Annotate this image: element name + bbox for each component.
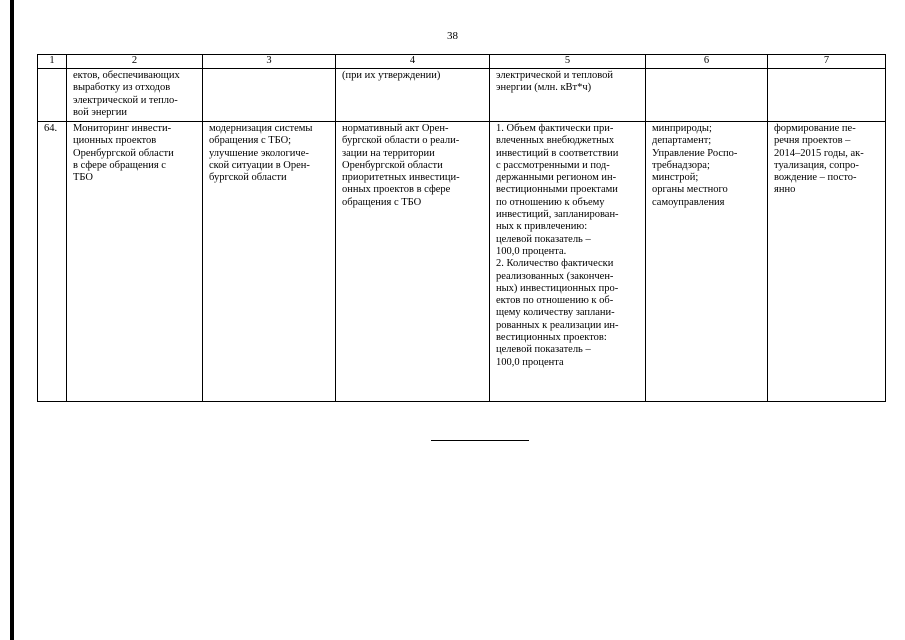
- table-cell: [768, 69, 886, 122]
- indicator-cell: 1. Объем фактически при- влеченных внебюджетных инвестиций в соответствии с рассмотренными и под- держанными регионом ин- вестиционными проектами по отношению к объему инвестиций, запланирован- ных к привлечению: целевой показатель – 100,0 процента. 2. Количество фактически реализованных (закончен- ных) инвестиционных про- ектов по отношению к об- щему количеству заплани- рованных к реализации ин- вестиционных проектов: целевой показатель – 100,0 процента: [490, 122, 646, 402]
- table-cell: ектов, обеспечивающих выработку из отходов электрической и тепло- вой энергии: [67, 69, 203, 122]
- closing-rule: [431, 440, 529, 441]
- table-cell: [646, 69, 768, 122]
- continuation-row: [38, 69, 886, 122]
- column-number: 1: [38, 55, 67, 69]
- measure-name-cell: Мониторинг инвести- ционных проектов Оренбургской области в сфере обращения с ТБО: [67, 122, 203, 402]
- column-number: 5: [490, 55, 646, 69]
- table-cell: [203, 69, 336, 122]
- table-cell: электрической и тепловой энергии (млн. кВт*ч): [490, 69, 646, 122]
- column-number: 7: [768, 55, 886, 69]
- column-number: 2: [67, 55, 203, 69]
- column-number: 6: [646, 55, 768, 69]
- column-number: 3: [203, 55, 336, 69]
- page-number: 38: [447, 30, 458, 42]
- measures-table: [37, 54, 886, 402]
- responsible-cell: минприроды; департамент; Управление Роспо- требнадзора; минстрой; органы местного самоуправления: [646, 122, 768, 402]
- column-number: 4: [336, 55, 490, 69]
- column-numbers-row: [38, 55, 886, 69]
- goal-cell: модернизация системы обращения с ТБО; улучшение экологиче- ской ситуации в Орен- бургской области: [203, 122, 336, 402]
- table-row-64: [38, 122, 886, 402]
- table-cell: (при их утверждении): [336, 69, 490, 122]
- table-cell: [38, 69, 67, 122]
- deadline-cell: формирование пе- речня проектов – 2014–2015 годы, ак- туализация, сопро- вождение – посто- янно: [768, 122, 886, 402]
- row-number-cell: 64.: [38, 122, 67, 402]
- document-cell: нормативный акт Орен- бургской области о реали- зации на территории Оренбургской области приоритетных инвестици- онных проектов в сфере обращения с ТБО: [336, 122, 490, 402]
- left-margin-bar: [10, 0, 14, 640]
